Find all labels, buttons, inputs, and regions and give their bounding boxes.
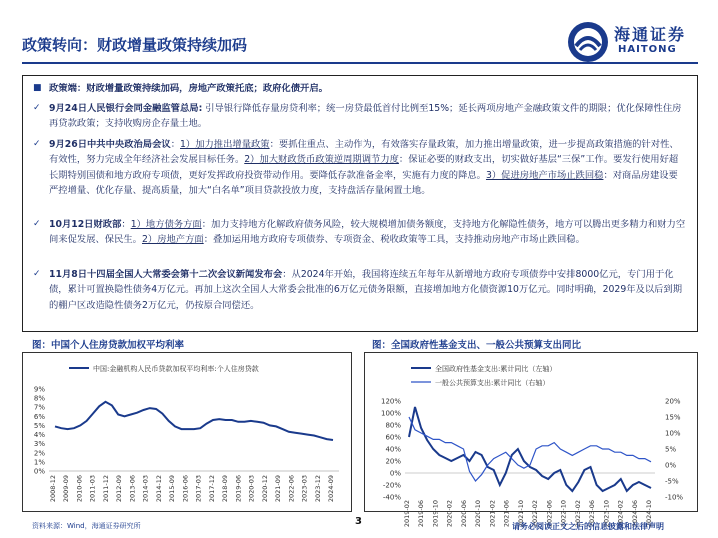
y-tick-label: 0% — [33, 467, 45, 476]
x-tick-label: 2023-02 — [573, 500, 582, 528]
bullet-segment: 1）加力推出增量政策 — [180, 139, 270, 150]
legend-label: 中国:金融机构人民币贷款加权平均利率:个人住房贷款 — [93, 365, 259, 373]
x-tick-label: 2024-10 — [645, 500, 653, 528]
y-tick-label: 2% — [33, 449, 45, 458]
x-tick-label: 2023-12 — [313, 475, 322, 503]
x-tick-label: 2018-09 — [221, 475, 230, 503]
bullet-segment: ：对商品房建设要严控增量、优化存量、提高质量，加大“白名单”项目贷款投放力度，支持盘活存量闲置土地。 — [49, 169, 678, 197]
x-tick-label: 2013-06 — [128, 475, 137, 503]
source-note: 资料来源：Wind，海通证券研究所 — [32, 522, 141, 530]
y-tick-label-right: -5% — [665, 477, 679, 486]
x-tick-label: 2022-06 — [287, 475, 296, 503]
bullet-segment: 3）促进房地产市场止跌回稳 — [485, 169, 604, 181]
x-tick-label: 2021-06 — [502, 500, 511, 528]
disclaimer: 请务必阅读正文之后的信息披露和法律声明 — [512, 522, 664, 531]
x-tick-label: 2008-12 — [49, 475, 57, 503]
x-tick-label: 2020-06 — [459, 500, 468, 528]
bullet-segment: 10月12日财政部 — [49, 219, 122, 230]
check-icon: ✓ — [33, 103, 41, 113]
y-tick-label-left: 40% — [385, 445, 401, 454]
x-tick-label: 2023-03 — [300, 475, 309, 503]
bullet-segment: 9月24日人民银行会同金融监管总局: — [49, 103, 203, 114]
y-tick-label: 4% — [33, 431, 45, 440]
x-tick-label: 2024-09 — [327, 475, 335, 503]
bullet-2 — [33, 137, 687, 199]
haitong-logo-icon — [566, 20, 610, 64]
x-tick-label: 2020-10 — [474, 500, 483, 528]
x-tick-label: 2017-03 — [194, 475, 203, 503]
bullet-3 — [33, 217, 687, 248]
left-chart-title: 图：中国个人住房贷款加权平均利率 — [32, 340, 185, 351]
bullet-text — [49, 101, 687, 132]
bullet-text — [49, 267, 687, 313]
y-tick-label-right: 5% — [665, 445, 677, 454]
y-tick-label-left: 80% — [385, 421, 401, 430]
y-tick-label-left: 0% — [389, 469, 401, 478]
bullet-0 — [33, 81, 687, 96]
bullet-segment: ： — [170, 139, 180, 150]
y-tick-label: 6% — [33, 412, 45, 421]
y-tick-label-right: 15% — [665, 413, 681, 422]
x-tick-label: 2023-10 — [602, 500, 611, 528]
y-tick-label-right: -10% — [665, 493, 684, 502]
bullet-segment: ：叠加运用地方政府专项债券、专项资金、税收政策等工具，支持推动房地产市场止跌回稳。 — [203, 234, 585, 246]
x-tick-label: 2023-06 — [588, 500, 597, 528]
bullet-segment: 引导银行降低存量房贷利率；统一房贷最低首付比例至15%；延长两项房地产金融政策文件的期限；优化保障性住房再贷款政策；支持收购房企存量土地。 — [49, 103, 682, 130]
x-tick-label: 2022-02 — [531, 500, 540, 528]
y-tick-label: 9% — [33, 385, 45, 394]
y-tick-label-left: 100% — [380, 409, 401, 418]
check-icon: ✓ — [33, 219, 41, 229]
x-tick-label: 2019-06 — [417, 500, 426, 528]
logo-english-text: HAITONG — [618, 44, 677, 55]
y-tick-label: 3% — [33, 440, 45, 449]
x-tick-label: 2019-06 — [234, 475, 243, 503]
bullet-segment: 2）房地产方面 — [141, 234, 204, 246]
series-line-budget-expenditure — [409, 417, 651, 481]
x-tick-label: 2019-10 — [431, 500, 440, 528]
bullet-segment: ： — [121, 219, 131, 230]
x-tick-label: 2014-12 — [154, 475, 163, 503]
housing-loan-rate-chart — [23, 353, 351, 511]
x-tick-label: 2011-12 — [101, 475, 110, 503]
bullet-text — [49, 217, 687, 248]
bullet-segment: 11月8日十四届全国人大常委会第十二次会议新闻发布会 — [49, 269, 283, 280]
bullet-text — [49, 137, 687, 199]
x-tick-label: 2020-12 — [260, 475, 269, 503]
x-tick-label: 2012-09 — [115, 475, 124, 503]
check-icon: ✓ — [33, 269, 41, 279]
y-tick-label-right: 0% — [665, 461, 677, 470]
x-tick-label: 2010-06 — [75, 475, 84, 503]
bullet-segment: ：保证必要的财政支出，切实做好基层“三保”工作。要发行使用好超长期特别国债和地方政府专项债，更好发挥政府投资带动作用。要降低存款准备金率，实施有力度的降息。 — [49, 154, 679, 181]
x-tick-label: 2024-06 — [630, 500, 639, 528]
bullet-text — [49, 81, 687, 96]
x-tick-label: 2020-02 — [445, 500, 454, 528]
legend-label: 一般公共预算支出:累计同比（右轴） — [435, 379, 550, 387]
x-tick-label: 2015-09 — [168, 475, 177, 503]
policy-summary-box — [22, 75, 698, 332]
bullet-segment: ：要抓住重点、主动作为，有效落实存量政策，加力推出增量政策，进一步提高政策措施的针对性、有效性，努力完成全年经济社会发展目标任务。 — [49, 139, 679, 166]
bullet-segment: ：从2024年开始，我国将连续五年每年从新增地方政府专项债券中安排8000亿元，专门用于化债，累计可置换隐性债务4万亿元。再加上这次全国人大常委会批准的6万亿元债务限额，直接增加地方化债资源10万亿元。同时明确，2029年及以后到期的棚户区改造隐性债务2万亿元，仍按原合同偿还。 — [49, 269, 683, 311]
right-chart-title: 图：全国政府性基金支出、一般公共预算支出同比 — [372, 340, 582, 351]
x-tick-label: 2021-02 — [488, 500, 497, 528]
header-divider — [22, 62, 698, 64]
x-tick-label: 2011-03 — [88, 475, 97, 503]
y-tick-label-right: 10% — [665, 429, 681, 438]
bullet-segment: ：加力支持地方化解政府债务风险，较大规模增加债务额度，支持地方化解隐性债务，地方可以腾出更多精力和财力空间来促发展、保民生。 — [49, 219, 686, 246]
x-tick-label: 2022-06 — [545, 500, 554, 528]
haitong-logo — [566, 20, 706, 64]
x-tick-label: 2021-10 — [516, 500, 525, 528]
x-tick-label: 2017-12 — [207, 475, 216, 503]
y-tick-label-left: 60% — [385, 433, 401, 442]
x-tick-label: 2024-02 — [616, 500, 625, 528]
y-tick-label-left: 20% — [385, 457, 401, 466]
left-chart-frame — [22, 352, 352, 512]
bullet-4 — [33, 267, 687, 313]
y-tick-label-right: 20% — [665, 397, 681, 406]
page-title: 政策转向：财政增量政策持续加码 — [22, 36, 248, 54]
check-icon: ✓ — [33, 139, 41, 149]
y-tick-label-left: -40% — [382, 493, 401, 502]
square-bullet-icon: ■ — [33, 83, 42, 93]
bullet-segment: 政策端：财政增量政策持续加码，房地产政策托底；政府化债开启。 — [49, 83, 328, 94]
bullet-segment: 2）加大财政货币政策逆周期调节力度 — [244, 154, 399, 166]
y-tick-label: 8% — [33, 394, 45, 403]
bullet-segment: 1）地方债务方面 — [130, 219, 202, 230]
x-tick-label: 2009-09 — [62, 475, 71, 503]
legend-label: 全国政府性基金支出:累计同比（左轴） — [435, 365, 557, 373]
y-tick-label: 5% — [33, 421, 45, 430]
x-tick-label: 2021-09 — [274, 475, 283, 503]
x-tick-label: 2019-02 — [403, 500, 411, 528]
x-tick-label: 2014-03 — [141, 475, 150, 503]
bullet-1 — [33, 101, 687, 132]
x-tick-label: 2016-06 — [181, 475, 190, 503]
y-tick-label-left: -20% — [382, 481, 401, 490]
page-number: 3 — [355, 516, 362, 527]
bullet-segment: 9月26日中共中央政治局会议 — [49, 139, 171, 150]
series-line-housing-rate — [55, 402, 333, 440]
x-tick-label: 2022-10 — [559, 500, 568, 528]
x-tick-label: 2020-03 — [247, 475, 256, 503]
series-line-fund-expenditure — [409, 407, 651, 491]
y-tick-label-left: 120% — [380, 397, 401, 406]
logo-chinese-text: 海通证券 — [614, 25, 687, 44]
y-tick-label: 1% — [33, 458, 45, 467]
y-tick-label: 7% — [33, 403, 45, 412]
